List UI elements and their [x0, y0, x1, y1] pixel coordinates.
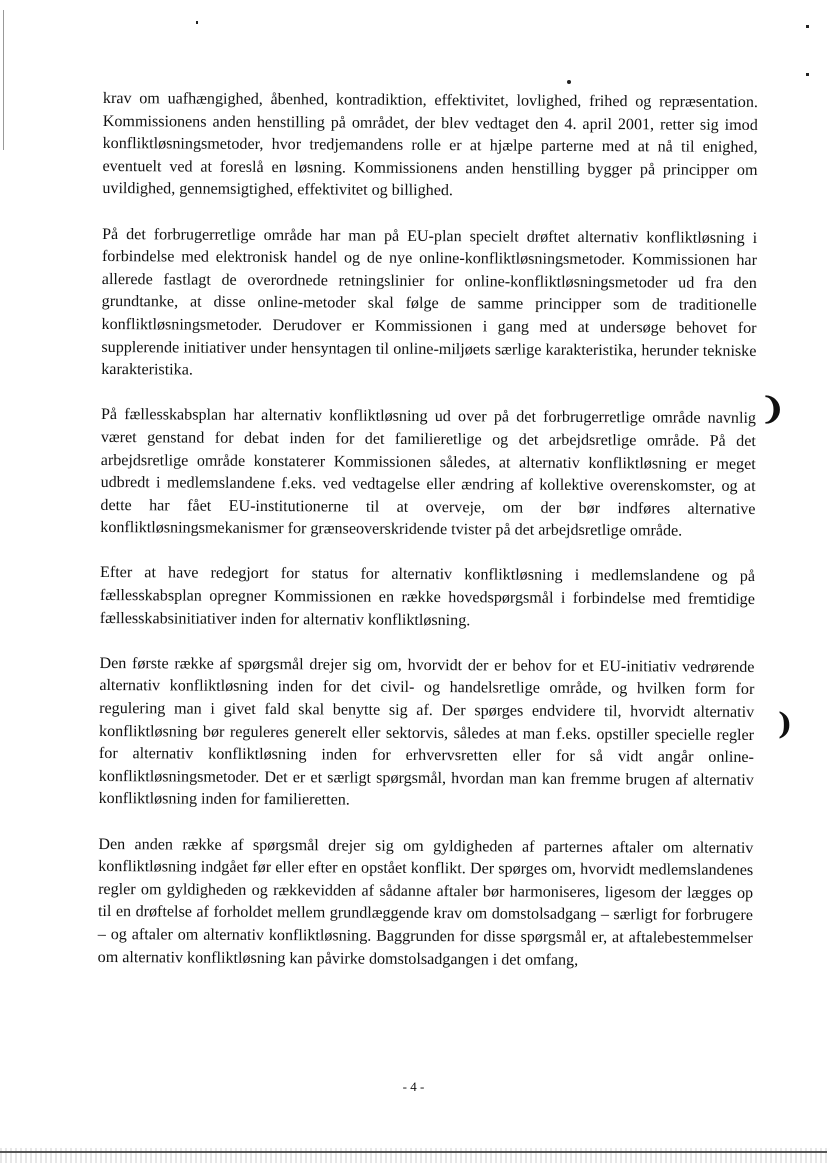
scan-dot [806, 25, 809, 28]
paragraph: På fællesskabsplan har alternativ konfliktløsning ud over på det forbrugerretlige område navnlig været genstand for debat inden for det familieretlige og det arbejdsretlige område. På det arbejdsretlige område konstaterer Kommissionen således, at alternativ konfliktløsning er meget udbredt i medlemslandene f.eks. ved vedtagelse eller ændring af kollektive overenskomster, og at dette har fået EU-institutionerne til at overveje, om der bør indføres alternative konfliktløsningsmekanismer for grænseoverskridende tvister på det arbejdsretlige område. [100, 406, 757, 540]
paragraph: Den første række af spørgsmål drejer sig om, hvorvidt der er behov for et EU-initiativ vedrørende alternativ konfliktløsning inden for det civil- og handelsretlige område, og hvilken form for regulering man i givet fald skal benytte sig af. Der spørges endvidere til, hvorvidt alternativ konfliktløsning bør reguleres generelt eller sektorvis, således at man f.eks. opstiller specielle regler for alternativ konfliktløsning inden for erhvervsretten eller for så vidt angår online-konfliktløsningsmetoder. Det er et særligt spørgsmål, hvordan man kan fremme brugen af alternativ konfliktløsning inden for familieretten. [98, 654, 755, 809]
paragraph: Den anden række af spørgsmål drejer sig om gyldigheden af parternes aftaler om alternativ konfliktløsning indgået før eller efter en opstået konflikt. Der spørges om, hvorvidt medlemslandenes regler om gyldigheden og rækkevidden af sådanne aftaler bør harmoniseres, ligesom der lægges op til en drøftelse af forholdet mellem grundlæggende krav om domstolsadgang – særligt for forbrugere – og aftaler om alternativ konfliktløsning. Baggrunden for disse spørgsmål er, at aftalebestemmelser om alternativ konfliktløsning kan påvirke domstolsadgangen i det omfang, [97, 835, 754, 969]
paragraph: På det forbrugerretlige område har man på EU-plan specielt drøftet alternativ konfliktløsning i forbindelse med elektronisk handel og de nye online-konfliktløsningsmetoder. Kommissionen har allerede fastlagt de overordnede retningslinier for online-konfliktløsningsmetoder ud fra den grundtanke, at disse online-metoder skal følge de samme principper som de traditionelle konfliktløsningsmetoder. Derudover er Kommissionen i gang med at undersøge behovet for supplerende initiativer under hensyntagen til online-miljøets særlige karakteristika, herunder tekniske karakteristika. [101, 225, 758, 379]
scan-line-artifact [0, 1151, 827, 1153]
paragraph: Efter at have redegjort for status for alternativ konfliktløsning i medlemslandene og på fællesskabsplan opregner Kommissionen en række hovedspørgsmål i forbindelse med fremtidige fællesskabsinitiativer inden for alternativ konfliktløsning. [99, 564, 756, 629]
scan-dot [567, 80, 571, 84]
binder-hole-mark: ❩ [760, 392, 786, 427]
paragraph: krav om uafhængighed, åbenhed, kontradiktion, effektivitet, lovlighed, frihed og repræsentation. Kommissionens anden henstilling på området, der blev vedtaget den 4. april 2001, retter sig imod konfliktløsningsmetoder, hvor tredjemandens rolle er at hjælpe parterne med at nå til enighed, eventuelt ved at foreslå en løsning. Kommissionens anden henstilling bygger på principper om uvildighed, gennemsigtighed, effektivitet og billighed. [102, 89, 758, 200]
left-margin-line [3, 10, 4, 150]
binder-hole-mark: ) [778, 707, 793, 742]
body-text [97, 88, 758, 996]
page-number: - 4 - [402, 1079, 425, 1094]
scan-dot [196, 21, 198, 24]
scan-dot [806, 73, 809, 76]
